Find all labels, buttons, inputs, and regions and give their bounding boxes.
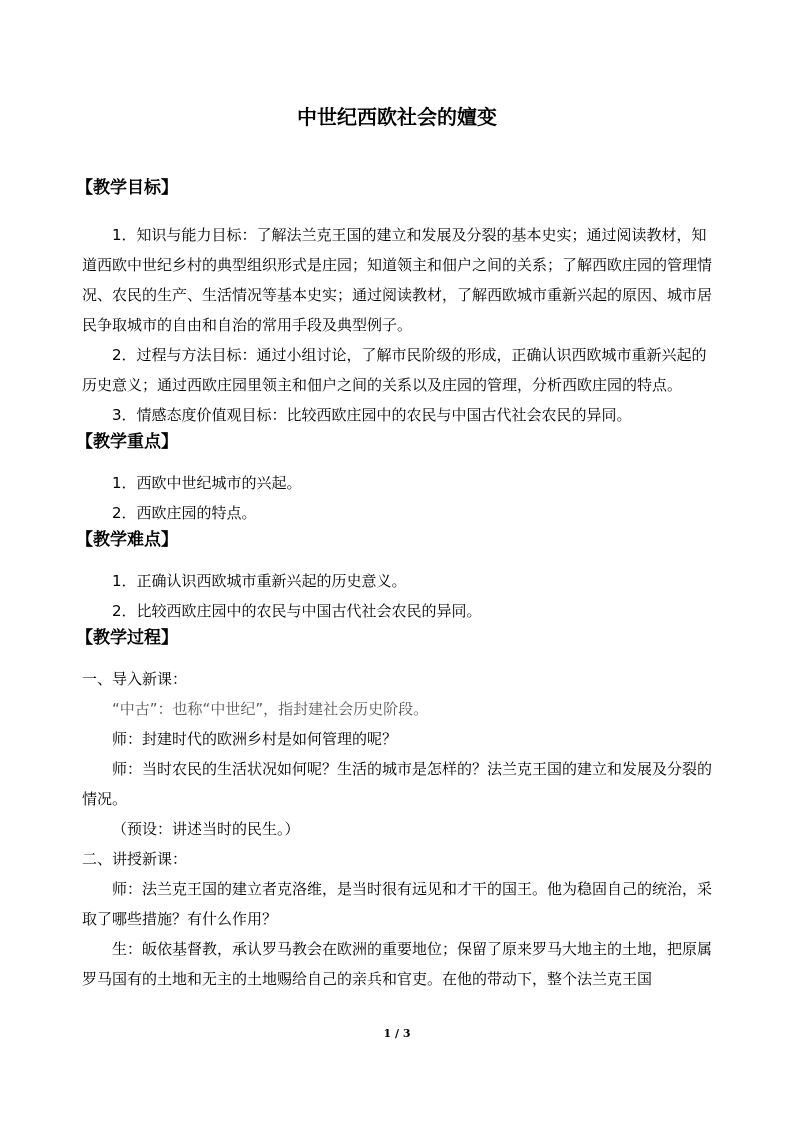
document-body [76, 176, 718, 994]
difficulties-heading: 【教学难点】 [76, 530, 178, 550]
spacer [82, 208, 718, 220]
objectives-heading: 【教学目标】 [76, 178, 178, 198]
intro-question: 师：当时农民的生活状况如何呢？生活的城市是怎样的？法兰克王国的建立和发展及分裂的情况。 [82, 760, 713, 808]
difficulty-item: 2．比较西欧庄园中的农民与中国古代社会农民的异同。 [112, 602, 482, 620]
objective-item: 1．知识与能力目标：了解法兰克王国的建立和发展及分裂的基本史实；通过阅读教材，知道西欧中世纪乡村的典型组织形式是庄园；知道领主和佃户之间的关系；了解西欧庄园的管理情况、农民的生产、生活情况等基本史实；通过阅读教材，了解西欧城市重新兴起的原因、城市居民争取城市的自由和自治的常用手段及典型例子。 [82, 226, 713, 334]
student-answer: 生：皈依基督教，承认罗马教会在欧洲的重要地位；保留了原来罗马大地主的土地，把原属罗马国有的土地和无主的土地赐给自己的亲兵和官吏。在他的带动下，整个法兰克王国 [82, 940, 713, 988]
page-number: 1 / 3 [383, 1027, 411, 1040]
process-heading: 【教学过程】 [76, 628, 178, 648]
key-point-item: 1．西欧中世纪城市的兴起。 [112, 474, 302, 492]
new-lesson-section-title: 二、讲授新课： [82, 850, 188, 868]
document-title: 中世纪西欧社会的嬗变 [297, 105, 497, 129]
key-points-heading: 【教学重点】 [76, 432, 178, 452]
objective-item: 2．过程与方法目标：通过小组讨论，了解市民阶级的形成，正确认识西欧城市重新兴起的历史意义；通过西欧庄园里领主和佃户之间的关系以及庄园的管理，分析西欧庄园的特点。 [82, 346, 707, 394]
difficulty-item: 1．正确认识西欧城市重新兴起的历史意义。 [112, 572, 407, 590]
intro-note: （预设：讲述当时的民生。） [112, 820, 300, 838]
intro-question: 师：封建时代的欧洲乡村是如何管理的呢？ [112, 730, 398, 748]
teacher-question: 师：法兰克王国的建立者克洛维，是当时很有远见和才干的国王。他为稳固自己的统治，采取了哪些措施？有什么作用？ [82, 880, 713, 928]
objective-item: 3．情感态度价值观目标：比较西欧庄园中的农民与中国古代社会农民的异同。 [112, 406, 632, 424]
key-point-item: 2．西欧庄园的特点。 [112, 504, 257, 522]
intro-quote: “中古”：也称“中世纪”，指封建社会历史阶段。 [112, 700, 429, 718]
intro-section-title: 一、导入新课： [82, 670, 188, 688]
